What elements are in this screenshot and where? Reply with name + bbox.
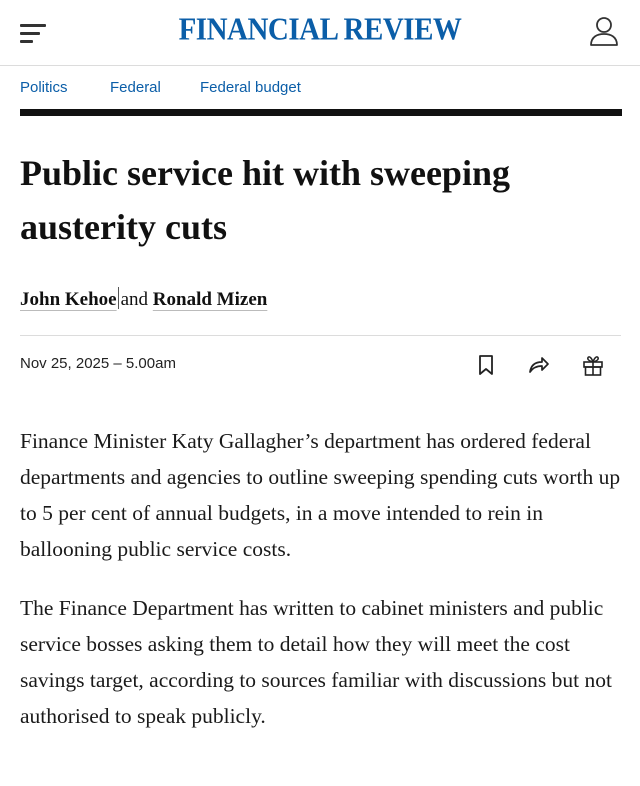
brand-logo[interactable]: FINANCIAL REVIEW: [178, 12, 462, 48]
author-link[interactable]: Ronald Mizen: [152, 289, 268, 310]
author-link[interactable]: John Kehoe: [20, 289, 117, 310]
author-joiner: and: [120, 289, 149, 310]
nav-link-federal[interactable]: Federal: [110, 79, 161, 96]
share-icon[interactable]: [526, 352, 552, 378]
gift-icon[interactable]: [580, 352, 606, 378]
article-paragraph: Finance Minister Katy Gallagher’s department has ordered federal departments and agencies to outline sweeping spending cuts worth up to 5 per cent of annual budgets, in a move intended to rein in ballooning public service costs.: [20, 429, 621, 561]
article-body: [20, 423, 628, 757]
article-headline: Public service hit with sweeping austerity cuts: [20, 153, 510, 247]
byline-divider: [20, 335, 621, 336]
nav-link-politics[interactable]: Politics: [20, 79, 68, 96]
gift-svg: [580, 352, 606, 378]
user-account-svg: [586, 14, 622, 50]
article-paragraph: The Finance Department has written to cabinet ministers and public service bosses asking them to detail how they will meet the cost savings target, according to sources familiar with discussions but not authorised to speak publicly.: [20, 596, 612, 728]
bookmark-icon[interactable]: [473, 352, 499, 378]
user-account-icon[interactable]: [586, 14, 622, 50]
share-svg: [526, 352, 552, 378]
site-header: [0, 0, 640, 66]
byline: [20, 287, 267, 311]
section-divider: [20, 109, 622, 116]
bookmark-svg: [473, 352, 499, 378]
nav-link-federal-budget[interactable]: Federal budget: [200, 79, 301, 96]
publish-date: Nov 25, 2025 – 5.00am: [20, 355, 176, 372]
text-cursor: [118, 287, 119, 309]
